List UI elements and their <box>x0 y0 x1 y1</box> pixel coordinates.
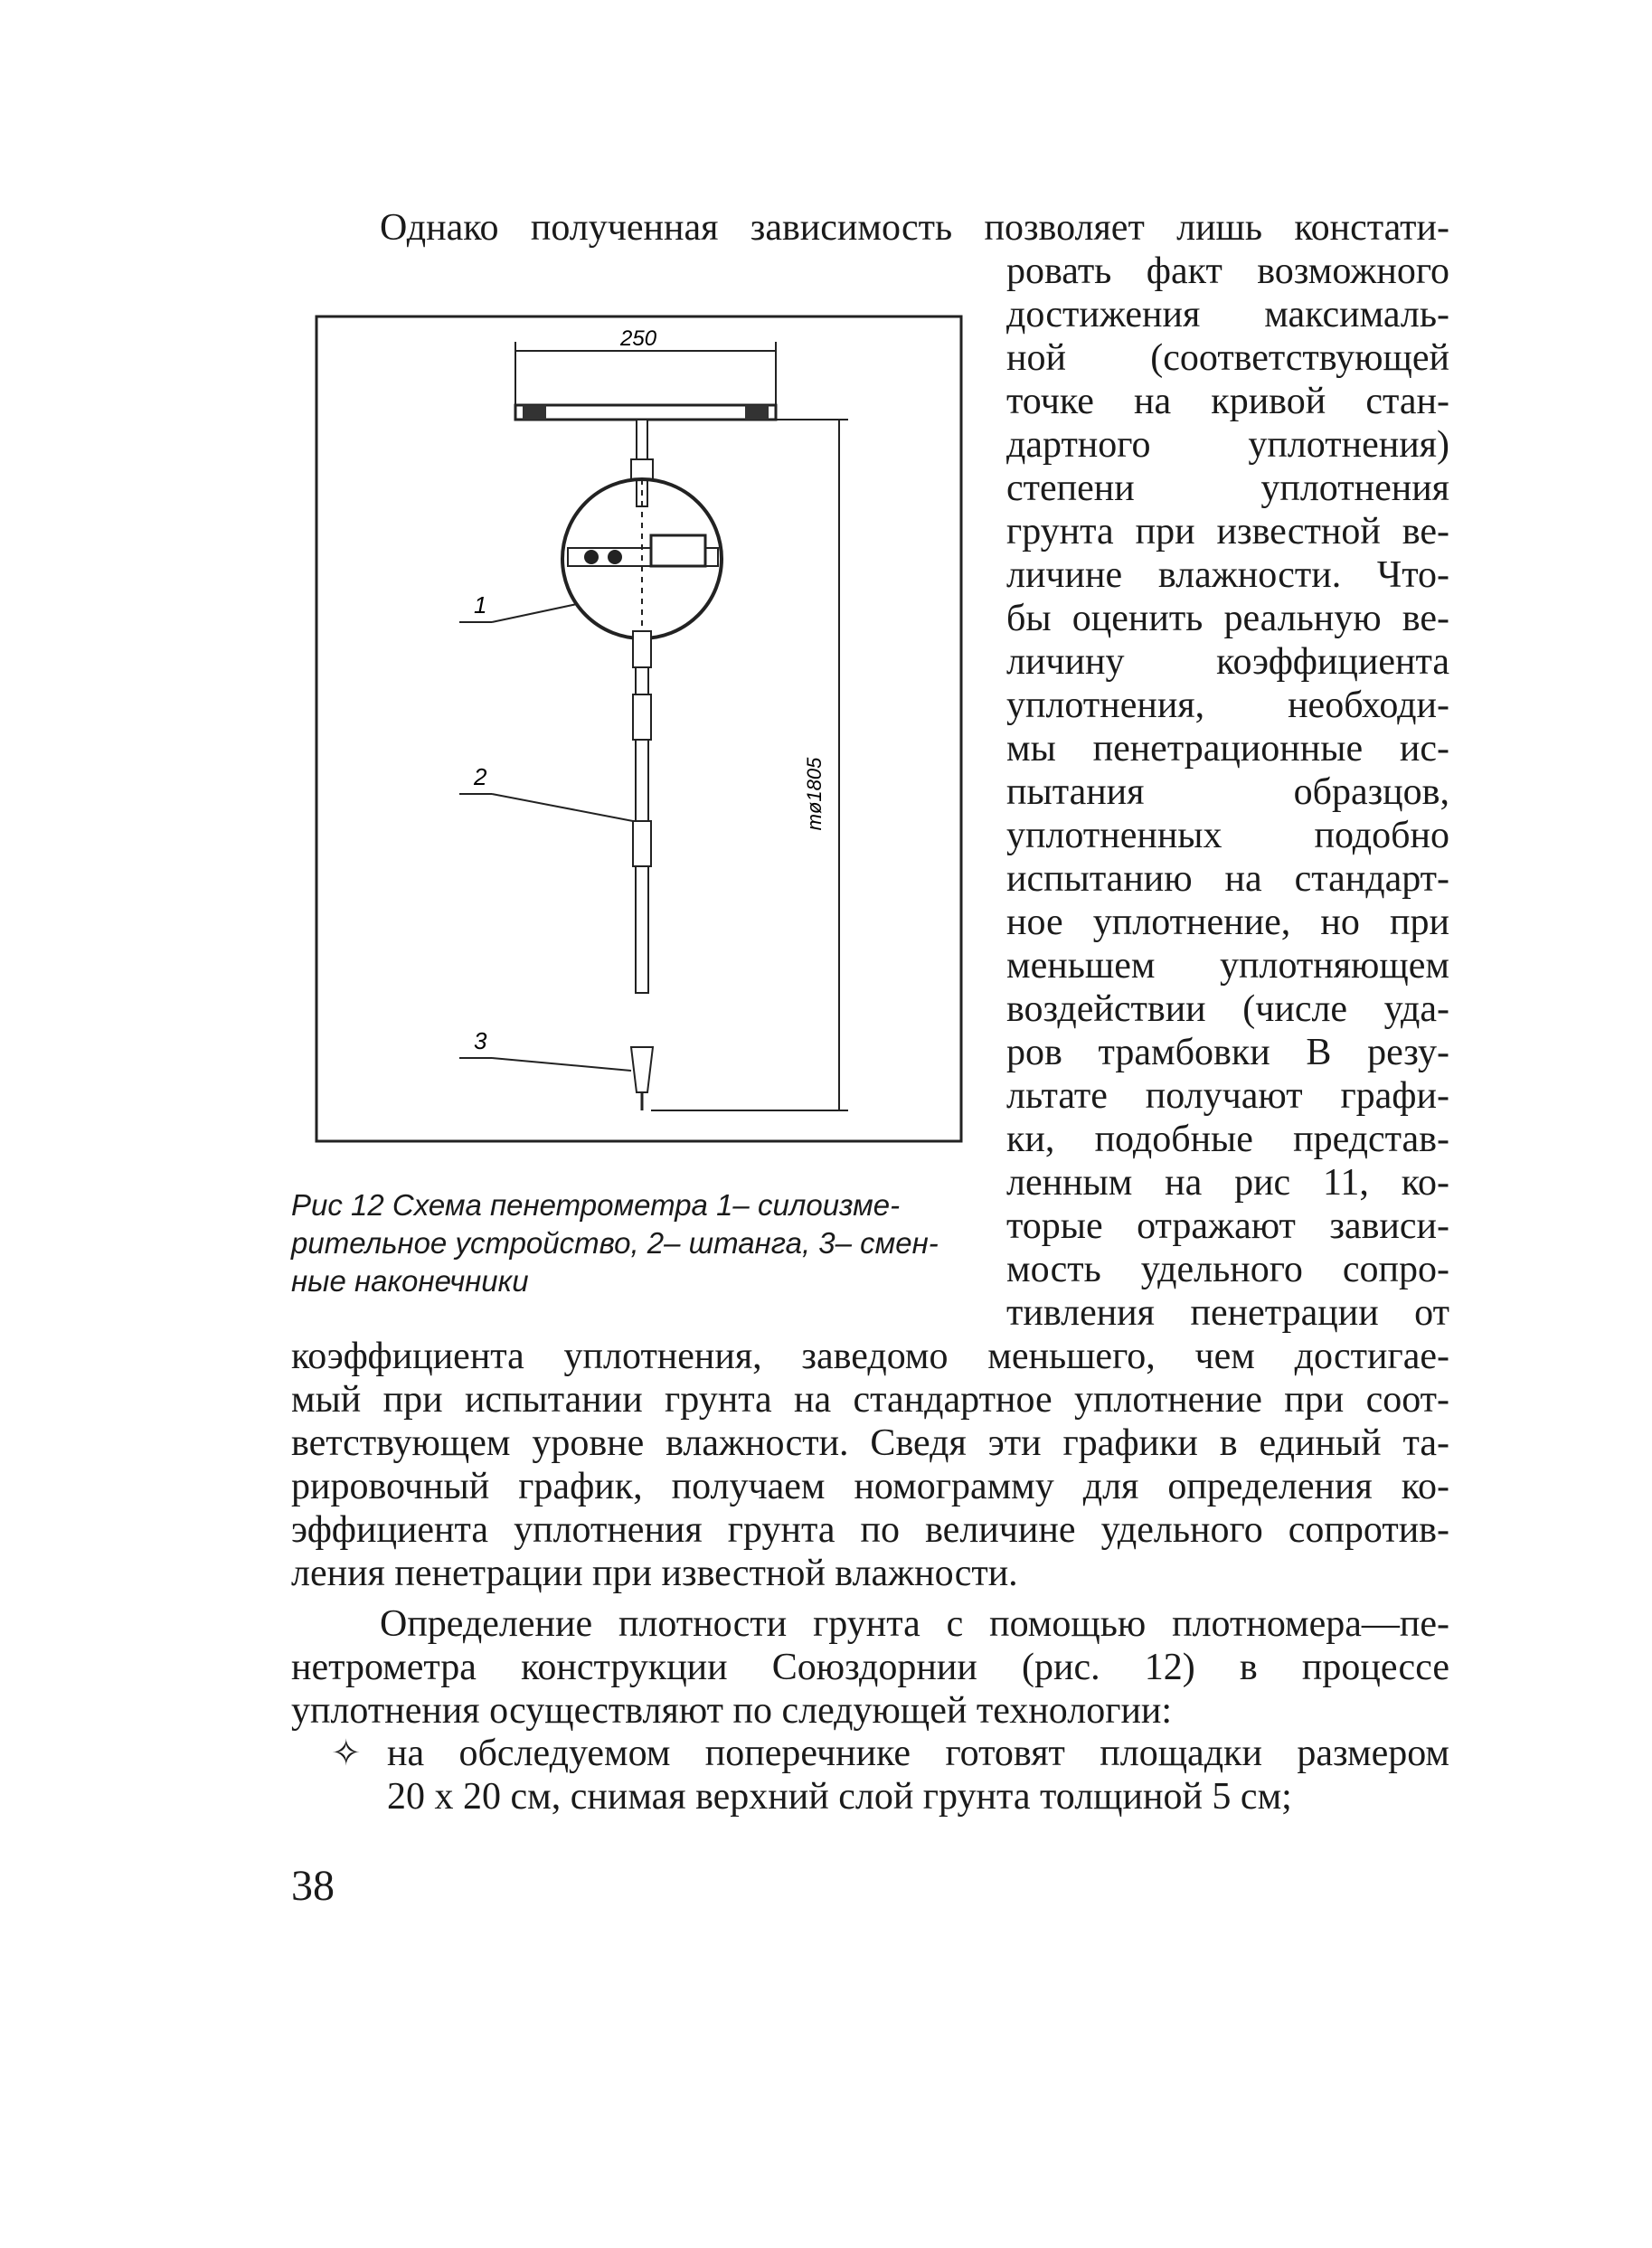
label-3: 3 <box>474 1027 487 1054</box>
text-line-9: личине влажности. Что- <box>1006 554 1449 596</box>
gauge-knob-1 <box>584 550 599 564</box>
rod-joint-1 <box>633 694 651 740</box>
text-line-22: ки, подобные представ- <box>1006 1119 1449 1160</box>
text-line-24: торые отражают зависи- <box>1006 1205 1449 1247</box>
text-line-36: на обследуемом поперечнике готовят площадки размером <box>387 1733 1449 1774</box>
text-line-16: испытанию на стандарт- <box>1006 858 1449 900</box>
bullet-marker: ✧ <box>331 1733 362 1774</box>
text-line-20: ров трамбовки В резу- <box>1006 1032 1449 1073</box>
text-line-5: точке на кривой стан- <box>1006 381 1449 422</box>
text-line-14: пытания образцов, <box>1006 771 1449 813</box>
text-line-1: Однако полученная зависимость позволяет лишь констати- <box>380 207 1449 249</box>
text-line-32: ления пенетрации при известной влажности. <box>291 1553 1018 1594</box>
page-number: 38 <box>291 1862 335 1910</box>
text-line-8: грунта при известной ве- <box>1006 511 1449 553</box>
text-line-37: 20 х 20 см, снимая верхний слой грунта толщиной 5 см; <box>387 1776 1292 1818</box>
caption-line-3: ные наконечники <box>291 1264 529 1298</box>
text-line-7: степени уплотнения <box>1006 468 1449 509</box>
penetrometer-diagram <box>315 315 963 1143</box>
text-line-30: рировочный график, получаем номограмму для определения ко- <box>291 1466 1449 1507</box>
text-line-12: уплотнения, необходи- <box>1006 685 1449 726</box>
text-line-33: Определение плотности грунта с помощью плотномера—пе- <box>380 1603 1449 1645</box>
rod-joint-2 <box>633 821 651 866</box>
figure-caption <box>291 1186 987 1300</box>
label-1: 1 <box>474 591 487 619</box>
dimension-top-label: 250 <box>620 326 657 351</box>
text-line-29: ветствующем уровне влажности. Сведя эти графики в единый та- <box>291 1422 1449 1464</box>
dimension-side-label: mø1805 <box>803 757 826 831</box>
text-line-31: эффициента уплотнения грунта по величине удельного сопротив- <box>291 1509 1449 1551</box>
text-line-6: дартного уплотнения) <box>1006 424 1449 466</box>
text-line-21: льтате получают графи- <box>1006 1075 1449 1117</box>
text-line-18: меньшем уплотняющем <box>1006 945 1449 987</box>
text-line-19: воздействии (числе уда- <box>1006 988 1449 1030</box>
text-line-11: личину коэффициента <box>1006 641 1449 683</box>
text-line-15: уплотненных подобно <box>1006 815 1449 856</box>
dial-indicator <box>651 535 705 566</box>
text-line-17: ное уплотнение, но при <box>1006 902 1449 943</box>
leader-1 <box>492 604 577 622</box>
leader-3 <box>492 1058 631 1071</box>
text-line-28: мый при испытании грунта на стандартное уплотнение при соот- <box>291 1379 1449 1421</box>
caption-line-2: рительное устройство, 2– штанга, 3– смен- <box>291 1226 939 1260</box>
label-2: 2 <box>474 763 487 790</box>
lower-coupling <box>633 631 651 667</box>
text-line-26: тивления пенетрации от <box>1006 1292 1449 1334</box>
handle-end-left <box>523 405 546 420</box>
text-line-27: коэффициента уплотнения, заведомо меньшего, чем достигае- <box>291 1336 1449 1377</box>
figure-penetrometer <box>315 315 963 1143</box>
handle-end-right <box>745 405 769 420</box>
text-line-2: ровать факт возможного <box>1006 250 1449 292</box>
text-line-25: мость удельного сопро- <box>1006 1249 1449 1290</box>
tip <box>631 1047 653 1092</box>
text-line-10: бы оценить реальную ве- <box>1006 598 1449 639</box>
text-line-13: мы пенетрационные ис- <box>1006 728 1449 770</box>
gauge-knob-2 <box>608 550 622 564</box>
upper-coupling <box>631 459 653 479</box>
handle-bar <box>515 405 776 420</box>
text-line-4: ной (соответствующей <box>1006 337 1449 379</box>
text-line-34: нетрометра конструкции Союздорнии (рис. 12) в процессе <box>291 1647 1449 1688</box>
caption-line-1: Рис 12 Схема пенетрометра 1– силоизме- <box>291 1188 901 1222</box>
text-line-3: достижения максималь- <box>1006 294 1449 335</box>
leader-2 <box>492 794 633 821</box>
text-line-23: ленным на рис 11, ко- <box>1006 1162 1449 1204</box>
text-line-35: уплотнения осуществляют по следующей технологии: <box>291 1690 1173 1732</box>
